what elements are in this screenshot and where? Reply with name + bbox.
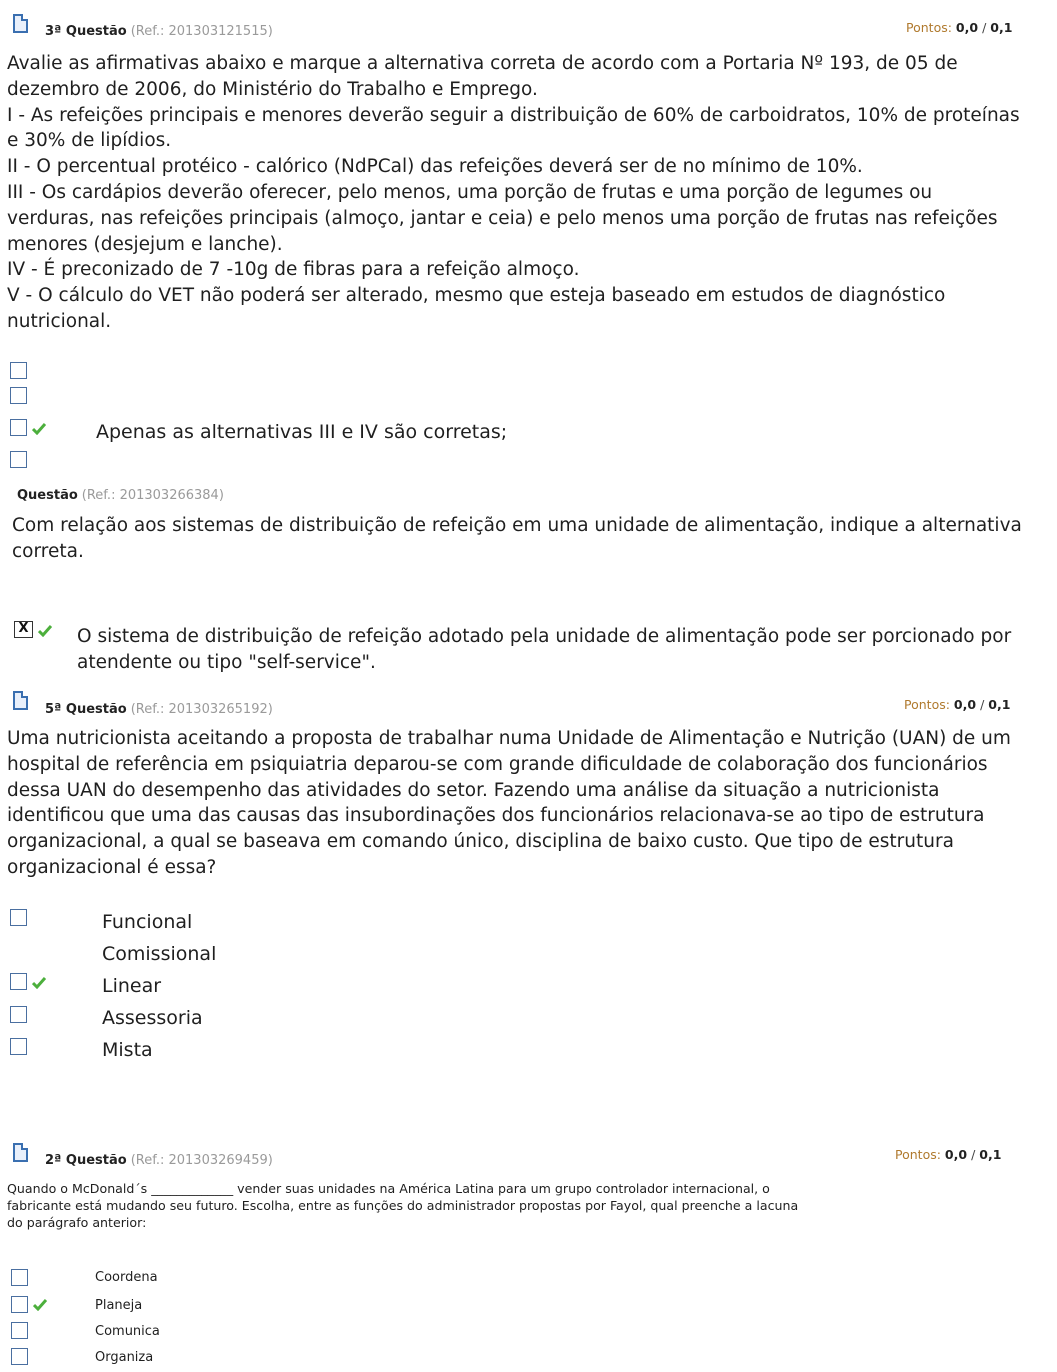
option-label: Planeja — [95, 1298, 143, 1313]
statement-line: organizacional, a qual se baseava em comando único, disciplina de baixo custo. Que tipo de estrutura — [7, 831, 954, 853]
option-checkbox[interactable] — [10, 419, 27, 436]
statement-line: V - O cálculo do VET não poderá ser alterado, mesmo que esteja baseado em estudos de diagnóstico — [7, 285, 946, 307]
option-checkbox[interactable] — [10, 909, 27, 926]
option-checkbox[interactable] — [11, 1296, 28, 1313]
option-checkbox[interactable] — [11, 1269, 28, 1286]
points-label: Pontos: — [895, 1147, 941, 1162]
statement-line: fabricante está mudando seu futuro. Escolha, entre as funções do administrador propostas por Fayol, qual preenche a lacuna — [7, 1198, 799, 1213]
selected-option-checkbox[interactable]: X — [14, 621, 33, 638]
points-max: 0,1 — [990, 20, 1013, 35]
option-label: Funcional — [102, 911, 193, 933]
option-checkbox[interactable] — [10, 362, 27, 379]
statement-line: e 30% de lipídios. — [7, 130, 172, 152]
option-checkbox[interactable] — [11, 1348, 28, 1365]
points-value: 0,0 — [955, 20, 979, 35]
question-title: Questão — [17, 488, 78, 503]
option-label: Coordena — [95, 1270, 158, 1285]
question-ref: (Ref.: 201303265192) — [130, 702, 273, 717]
statement-line: II - O percentual protéico - calórico (NdPCal) das refeições deverá ser de no mínimo de 10%. — [7, 156, 863, 178]
question-ref: (Ref.: 201303269459) — [130, 1153, 273, 1168]
statement-line: III - Os cardápios deverão oferecer, pelo menos, uma porção de frutas e uma porção de legumes ou — [7, 181, 933, 203]
question-2-points — [895, 1147, 1001, 1162]
question-2-header — [45, 1153, 273, 1168]
option-label: Assessoria — [102, 1007, 203, 1029]
question-4-header — [17, 488, 224, 503]
option-checkbox[interactable] — [10, 451, 27, 468]
question-document-icon — [13, 14, 28, 33]
option-checkbox[interactable] — [10, 973, 27, 990]
points-separator: / — [971, 1147, 976, 1162]
green-check-icon — [33, 1299, 47, 1311]
statement-line: hospital de referência em psiquiatria deparou-se com grande dificuldade de colaboração dos funcionários — [7, 753, 988, 775]
question-title: 5ª Questão — [45, 702, 127, 717]
statement-line: Quando o McDonald´s _____________ vender suas unidades na América Latina para um grupo controlador internacional, o — [7, 1181, 770, 1196]
points-max: 0,1 — [988, 697, 1011, 712]
points-label: Pontos: — [904, 697, 950, 712]
option-label: Comunica — [95, 1324, 160, 1339]
question-4-statement — [12, 513, 1022, 565]
question-ref: (Ref.: 201303266384) — [81, 488, 224, 503]
statement-line: IV - É preconizado de 7 -10g de fibras para a refeição almoço. — [7, 259, 580, 281]
option-label: Organiza — [95, 1350, 154, 1365]
option-label: Comissional — [102, 943, 217, 965]
option-checkbox[interactable] — [10, 1006, 27, 1023]
green-check-icon — [32, 423, 46, 435]
question-document-icon — [13, 691, 28, 710]
correct-option-label: Apenas as alternativas III e IV são corretas; — [96, 421, 508, 443]
option-checkbox[interactable] — [11, 1322, 28, 1339]
statement-line: identificou que uma das causas das insubordinações dos funcionários relacionava-se ao tipo de estrutura — [7, 805, 985, 827]
option-label: Mista — [102, 1039, 153, 1061]
question-4-option — [77, 624, 1011, 676]
question-5-header — [45, 702, 273, 717]
statement-line: dessa UAN do desempenho das atividades do setor. Fazendo uma análise da situação a nutricionista — [7, 779, 940, 801]
question-document-icon — [13, 1143, 28, 1162]
option-checkbox[interactable] — [10, 1038, 27, 1055]
question-3-points — [906, 20, 1012, 35]
points-separator: / — [980, 697, 985, 712]
points-separator: / — [982, 20, 987, 35]
green-check-icon — [32, 977, 46, 989]
option-line: atendente ou tipo "self-service". — [77, 651, 376, 673]
option-checkbox[interactable] — [10, 387, 27, 404]
question-ref: (Ref.: 201303121515) — [130, 24, 273, 39]
option-line: O sistema de distribuição de refeição adotado pela unidade de alimentação pode ser porcionado por — [77, 626, 1012, 647]
statement-line: verduras, nas refeições principais (almoço, jantar e ceia) e pelo menos uma porção de frutas nas refeições — [7, 207, 998, 229]
statement-line: nutricional. — [7, 310, 112, 332]
statement-line: correta. — [12, 540, 84, 562]
question-title: 3ª Questão — [45, 24, 127, 39]
option-label: Linear — [102, 975, 162, 997]
green-check-icon — [38, 625, 52, 637]
statement-line: organizacional é essa? — [7, 856, 217, 878]
points-max: 0,1 — [979, 1147, 1002, 1162]
statement-line: Uma nutricionista aceitando a proposta de trabalhar numa Unidade de Alimentação e Nutrição (UAN) de um — [7, 728, 1011, 749]
question-3-header — [45, 24, 273, 39]
question-2-statement — [7, 1180, 798, 1231]
statement-line: dezembro de 2006, do Ministério do Trabalho e Emprego. — [7, 78, 538, 100]
statement-line: Avalie as afirmativas abaixo e marque a alternativa correta de acordo com a Portaria Nº 193, de 05 de — [7, 53, 958, 74]
question-3-statement — [7, 51, 1020, 335]
statement-line: do parágrafo anterior: — [7, 1215, 147, 1230]
statement-line: menores (desjejum e lanche). — [7, 233, 283, 255]
statement-line: Com relação aos sistemas de distribuição de refeição em uma unidade de alimentação, indique a alternativa — [12, 515, 1022, 536]
points-value: 0,0 — [944, 1147, 968, 1162]
points-label: Pontos: — [906, 20, 952, 35]
statement-line: I - As refeições principais e menores deverão seguir a distribuição de 60% de carboidratos, 10% de proteínas — [7, 104, 1020, 126]
question-5-points — [904, 697, 1010, 712]
question-5-statement — [7, 726, 1011, 881]
question-title: 2ª Questão — [45, 1153, 127, 1168]
points-value: 0,0 — [953, 697, 977, 712]
